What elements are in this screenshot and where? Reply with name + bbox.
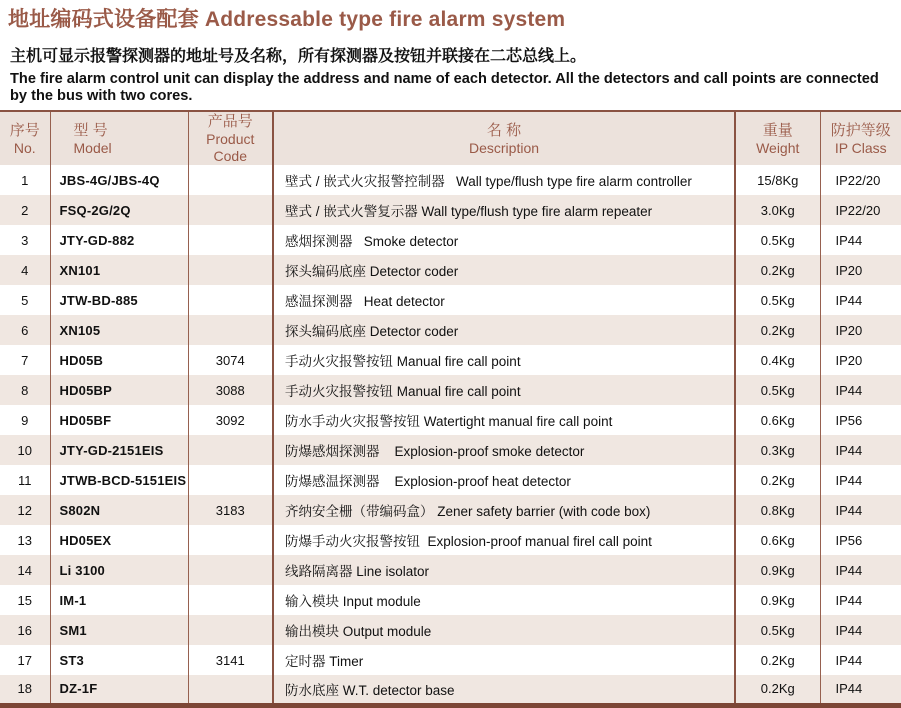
table-row [0, 615, 901, 645]
header-weight-zh: 重量 [736, 121, 820, 140]
cell-model: HD05BP [50, 375, 188, 405]
cell-model: ST3 [50, 645, 188, 675]
table-row [0, 435, 901, 465]
cell-no: 10 [0, 435, 50, 465]
cell-model: HD05B [50, 345, 188, 375]
cell-no: 17 [0, 645, 50, 675]
cell-weight: 0.2Kg [735, 465, 820, 495]
cell-model: JBS-4G/JBS-4Q [50, 165, 188, 195]
cell-weight: 0.6Kg [735, 525, 820, 555]
table-row [0, 255, 901, 285]
cell-model: Li 3100 [50, 555, 188, 585]
cell-ip: IP44 [820, 555, 901, 585]
cell-desc: 防爆手动火灾报警按钮 Explosion-proof manual firel call point [273, 525, 735, 555]
table-body [0, 165, 901, 705]
cell-ip: IP22/20 [820, 195, 901, 225]
cell-desc: 壁式 / 嵌式火警复示器 Wall type/flush type fire alarm repeater [273, 195, 735, 225]
cell-model: FSQ-2G/2Q [50, 195, 188, 225]
table-row [0, 285, 901, 315]
cell-weight: 0.6Kg [735, 405, 820, 435]
cell-ip: IP44 [820, 585, 901, 615]
header-product-code [188, 111, 273, 165]
cell-code [188, 585, 273, 615]
cell-code: 3092 [188, 405, 273, 435]
header-no-en: No. [0, 140, 50, 157]
cell-no: 11 [0, 465, 50, 495]
cell-no: 18 [0, 675, 50, 705]
table-row [0, 405, 901, 435]
cell-desc: 防水底座 W.T. detector base [273, 675, 735, 705]
cell-desc: 手动火灾报警按钮 Manual fire call point [273, 375, 735, 405]
cell-weight: 0.5Kg [735, 375, 820, 405]
table-row [0, 465, 901, 495]
cell-model: XN101 [50, 255, 188, 285]
cell-code [188, 465, 273, 495]
cell-weight: 3.0Kg [735, 195, 820, 225]
header-model [50, 111, 188, 165]
table-row [0, 225, 901, 255]
cell-ip: IP44 [820, 495, 901, 525]
cell-desc: 防爆感烟探测器 Explosion-proof smoke detector [273, 435, 735, 465]
cell-ip: IP56 [820, 405, 901, 435]
cell-code [188, 315, 273, 345]
cell-no: 13 [0, 525, 50, 555]
cell-no: 15 [0, 585, 50, 615]
cell-desc: 输入模块 Input module [273, 585, 735, 615]
header-no [0, 111, 50, 165]
cell-model: S802N [50, 495, 188, 525]
cell-model: DZ-1F [50, 675, 188, 705]
header-description-zh: 名 称 [274, 121, 734, 140]
cell-weight: 0.5Kg [735, 615, 820, 645]
header-no-zh: 序号 [0, 121, 50, 140]
cell-code [188, 195, 273, 225]
cell-ip: IP44 [820, 465, 901, 495]
cell-model: HD05BF [50, 405, 188, 435]
cell-ip: IP44 [820, 645, 901, 675]
cell-code [188, 255, 273, 285]
cell-code [188, 555, 273, 585]
cell-code: 3088 [188, 375, 273, 405]
cell-code [188, 435, 273, 465]
cell-weight: 0.9Kg [735, 585, 820, 615]
cell-ip: IP44 [820, 675, 901, 705]
cell-no: 8 [0, 375, 50, 405]
header-ip-class-zh: 防护等级 [821, 121, 901, 140]
header-weight-en: Weight [736, 140, 820, 157]
cell-desc: 感温探测器 Heat detector [273, 285, 735, 315]
cell-weight: 0.9Kg [735, 555, 820, 585]
cell-ip: IP20 [820, 255, 901, 285]
cell-code [188, 615, 273, 645]
cell-no: 1 [0, 165, 50, 195]
cell-model: SM1 [50, 615, 188, 645]
cell-code: 3183 [188, 495, 273, 525]
cell-no: 14 [0, 555, 50, 585]
cell-weight: 0.2Kg [735, 675, 820, 705]
cell-ip: IP44 [820, 285, 901, 315]
cell-ip: IP44 [820, 615, 901, 645]
cell-no: 4 [0, 255, 50, 285]
header-ip-class [820, 111, 901, 165]
cell-weight: 15/8Kg [735, 165, 820, 195]
header-weight [735, 111, 820, 165]
cell-weight: 0.8Kg [735, 495, 820, 525]
cell-desc: 手动火灾报警按钮 Manual fire call point [273, 345, 735, 375]
cell-desc: 壁式 / 嵌式火灾报警控制器 Wall type/flush type fire alarm controller [273, 165, 735, 195]
header-description [273, 111, 735, 165]
table-row [0, 495, 901, 525]
intro-chinese: 主机可显示报警探测器的地址号及名称，所有探测器及按钮并联接在二芯总线上。 [10, 43, 901, 66]
cell-code [188, 285, 273, 315]
table-row [0, 555, 901, 585]
table-row [0, 345, 901, 375]
cell-weight: 0.2Kg [735, 315, 820, 345]
cell-model: JTY-GD-2151EIS [50, 435, 188, 465]
cell-ip: IP44 [820, 435, 901, 465]
cell-code [188, 675, 273, 705]
table-header [0, 111, 901, 165]
header-product-code-en: Product Code [189, 131, 273, 165]
cell-ip: IP20 [820, 315, 901, 345]
table-row [0, 195, 901, 225]
cell-no: 2 [0, 195, 50, 225]
table-row [0, 645, 901, 675]
cell-ip: IP20 [820, 345, 901, 375]
cell-no: 12 [0, 495, 50, 525]
cell-code [188, 225, 273, 255]
cell-code [188, 165, 273, 195]
cell-no: 16 [0, 615, 50, 645]
cell-weight: 0.2Kg [735, 255, 820, 285]
cell-ip: IP22/20 [820, 165, 901, 195]
cell-no: 3 [0, 225, 50, 255]
cell-desc: 定时器 Timer [273, 645, 735, 675]
table-row [0, 585, 901, 615]
cell-no: 7 [0, 345, 50, 375]
cell-desc: 防爆感温探测器 Explosion-proof heat detector [273, 465, 735, 495]
cell-weight: 0.5Kg [735, 285, 820, 315]
table-row [0, 165, 901, 195]
header-product-code-zh: 产品号 [189, 112, 273, 131]
cell-model: HD05EX [50, 525, 188, 555]
cell-desc: 感烟探测器 Smoke detector [273, 225, 735, 255]
catalog-page [0, 3, 901, 695]
header-description-en: Description [274, 140, 734, 157]
cell-no: 5 [0, 285, 50, 315]
cell-weight: 0.4Kg [735, 345, 820, 375]
header-ip-class-en: IP Class [821, 140, 901, 157]
cell-model: IM-1 [50, 585, 188, 615]
cell-code: 3141 [188, 645, 273, 675]
cell-model: JTY-GD-882 [50, 225, 188, 255]
product-table [0, 110, 901, 708]
cell-code: 3074 [188, 345, 273, 375]
cell-code [188, 525, 273, 555]
cell-model: JTW-BD-885 [50, 285, 188, 315]
intro-english: The fire alarm control unit can display the address and name of each detector. All the detectors and call points are connected by the bus with two cores. [10, 71, 896, 104]
header-model-zh: 型 号 [74, 121, 188, 140]
cell-desc: 线路隔离器 Line isolator [273, 555, 735, 585]
cell-no: 6 [0, 315, 50, 345]
cell-ip: IP56 [820, 525, 901, 555]
table-row [0, 315, 901, 345]
cell-no: 9 [0, 405, 50, 435]
cell-weight: 0.3Kg [735, 435, 820, 465]
cell-ip: IP44 [820, 225, 901, 255]
table-row [0, 525, 901, 555]
cell-desc: 探头编码底座 Detector coder [273, 255, 735, 285]
page-title: 地址编码式设备配套 Addressable type fire alarm system [8, 3, 901, 33]
cell-model: XN105 [50, 315, 188, 345]
cell-ip: IP44 [820, 375, 901, 405]
cell-weight: 0.2Kg [735, 645, 820, 675]
cell-desc: 输出模块 Output module [273, 615, 735, 645]
cell-model: JTWB-BCD-5151EIS [50, 465, 188, 495]
cell-desc: 齐纳安全栅（带编码盒） Zener safety barrier (with code box) [273, 495, 735, 525]
cell-weight: 0.5Kg [735, 225, 820, 255]
header-model-en: Model [74, 140, 188, 157]
table-row [0, 675, 901, 705]
table-header-row [0, 111, 901, 165]
cell-desc: 防水手动火灾报警按钮 Watertight manual fire call point [273, 405, 735, 435]
cell-desc: 探头编码底座 Detector coder [273, 315, 735, 345]
table-row [0, 375, 901, 405]
